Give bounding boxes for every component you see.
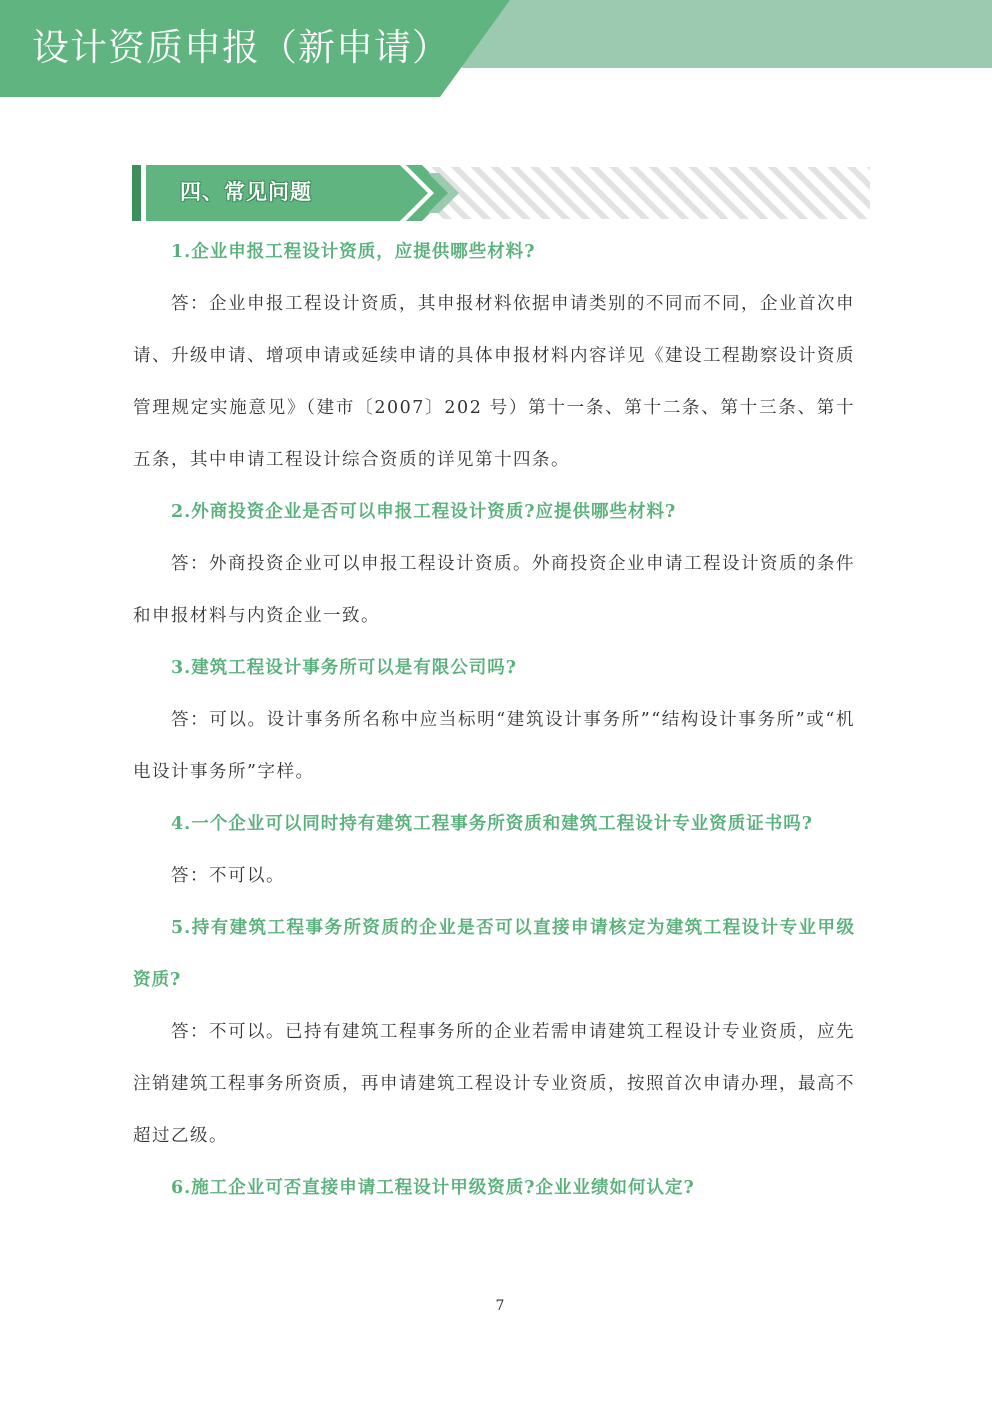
faq-answer: 答：企业申报工程设计资质，其申报材料依据申请类别的不同而不同，企业首次申请、升级申请、增项申请或延续申请的具体申报材料内容详见《建设工程勘察设计资质管理规定实施意见》（建市〔2007〕202 号）第十一条、第十二条、第十三条、第十五条，其中申请工程设计综合资质的详见第十四条。 (133, 294, 855, 470)
faq-question: 4.一个企业可以同时持有建筑工程事务所资质和建筑工程设计专业资质证书吗? (171, 814, 814, 834)
header-banner (0, 0, 992, 97)
faq-answer: 答：不可以。已持有建筑工程事务所的企业若需申请建筑工程设计专业资质，应先注销建筑工程事务所资质，再申请建筑工程设计专业资质，按照首次申请办理，最高不超过乙级。 (133, 1022, 855, 1146)
faq-list (133, 226, 855, 1214)
faq-question: 2.外商投资企业是否可以申报工程设计资质?应提供哪些材料? (171, 502, 677, 522)
faq-question: 1.企业申报工程设计资质，应提供哪些材料? (171, 242, 536, 262)
faq-item (133, 486, 855, 642)
faq-item (133, 798, 855, 902)
document-title: 设计资质申报（新申请） (32, 26, 450, 69)
section-banner (132, 165, 870, 221)
faq-item (133, 642, 855, 798)
faq-question: 5.持有建筑工程事务所资质的企业是否可以直接申请核定为建筑工程设计专业甲级资质? (133, 918, 855, 990)
faq-question: 3.建筑工程设计事务所可以是有限公司吗? (171, 658, 518, 678)
faq-question: 6.施工企业可否直接申请工程设计甲级资质?企业业绩如何认定? (171, 1178, 695, 1198)
faq-answer: 答：可以。设计事务所名称中应当标明“建筑设计事务所”“结构设计事务所”或“机电设计事务所”字样。 (133, 710, 855, 782)
faq-item (133, 1162, 855, 1214)
faq-answer: 答：不可以。 (171, 866, 285, 886)
section-title: 四、常见问题 (180, 180, 312, 204)
page-number: 7 (495, 1298, 505, 1314)
faq-item (133, 226, 855, 486)
faq-answer: 答：外商投资企业可以申报工程设计资质。外商投资企业申请工程设计资质的条件和申报材料与内资企业一致。 (133, 554, 855, 626)
faq-item (133, 902, 855, 1162)
